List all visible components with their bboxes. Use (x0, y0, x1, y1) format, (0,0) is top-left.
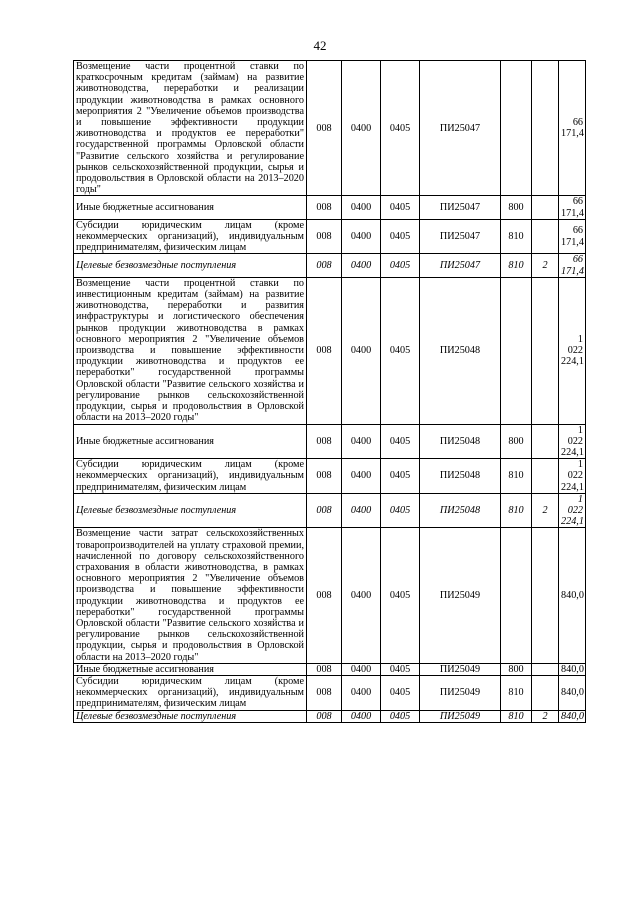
cell-source: 2 (532, 493, 559, 528)
table-row (74, 493, 586, 528)
cell-amount: 66 171,4 (559, 61, 586, 196)
cell-subsection: 0405 (381, 424, 420, 459)
cell-section: 0400 (342, 61, 381, 196)
cell-subsection: 0405 (381, 61, 420, 196)
cell-amount: 840,0 (559, 528, 586, 663)
cell-amount: 66 171,4 (559, 254, 586, 277)
cell-source (532, 196, 559, 219)
cell-expense-type: 800 (501, 196, 532, 219)
table-row (74, 528, 586, 663)
cell-name: Иные бюджетные ассигнования (74, 663, 307, 675)
cell-subsection: 0405 (381, 675, 420, 710)
cell-name: Субсидии юридическим лицам (кроме некоммерческих организаций), индивидуальным предпринимателям, физическим лицам (74, 459, 307, 494)
cell-source (532, 459, 559, 494)
cell-name: Субсидии юридическим лицам (кроме некоммерческих организаций), индивидуальным предпринимателям, физическим лицам (74, 675, 307, 710)
cell-source (532, 219, 559, 254)
table-row (74, 675, 586, 710)
cell-subsection: 0405 (381, 219, 420, 254)
cell-amount: 1 022 224,1 (559, 459, 586, 494)
cell-amount: 1 022 224,1 (559, 424, 586, 459)
cell-ministry: 008 (307, 675, 342, 710)
table-row (74, 710, 586, 722)
cell-target-article: ПИ25049 (420, 663, 501, 675)
cell-source (532, 663, 559, 675)
table-row (74, 663, 586, 675)
cell-subsection: 0405 (381, 196, 420, 219)
cell-expense-type: 800 (501, 424, 532, 459)
cell-subsection: 0405 (381, 493, 420, 528)
cell-section: 0400 (342, 528, 381, 663)
cell-source (532, 675, 559, 710)
budget-table-body (74, 61, 586, 723)
cell-ministry: 008 (307, 493, 342, 528)
cell-target-article: ПИ25049 (420, 710, 501, 722)
cell-expense-type (501, 61, 532, 196)
page-number: 42 (313, 38, 327, 53)
cell-amount: 66 171,4 (559, 196, 586, 219)
cell-expense-type: 810 (501, 710, 532, 722)
cell-section: 0400 (342, 277, 381, 424)
cell-section: 0400 (342, 219, 381, 254)
cell-amount: 840,0 (559, 663, 586, 675)
table-row (74, 459, 586, 494)
cell-amount: 1 022 224,1 (559, 277, 586, 424)
cell-subsection: 0405 (381, 277, 420, 424)
cell-name: Иные бюджетные ассигнования (74, 424, 307, 459)
cell-section: 0400 (342, 424, 381, 459)
cell-source (532, 424, 559, 459)
cell-section: 0400 (342, 710, 381, 722)
cell-target-article: ПИ25048 (420, 459, 501, 494)
cell-section: 0400 (342, 196, 381, 219)
cell-name: Целевые безвозмездные поступления (74, 493, 307, 528)
cell-name: Возмещение части процентной ставки по инвестиционным кредитам (займам) на развитие животноводства, переработки и развития инфраструктуры и логистического обеспечения рынков продукции животноводства в рамках основного мероприятия 2 "Увеличение объемов производства и повышение эффективности продукции животноводства и продуктов ее переработки" государственной программы Орловской области "Развитие сельского хозяйства и регулирование рынков сельскохозяйственной продукции, сырья и продовольствия в Орловской области на 2013–2020 годы" (74, 277, 307, 424)
cell-subsection: 0405 (381, 528, 420, 663)
table-row (74, 277, 586, 424)
cell-expense-type (501, 277, 532, 424)
cell-subsection: 0405 (381, 663, 420, 675)
cell-expense-type: 810 (501, 254, 532, 277)
table-row (74, 254, 586, 277)
cell-target-article: ПИ25049 (420, 675, 501, 710)
cell-expense-type: 810 (501, 493, 532, 528)
table-row (74, 424, 586, 459)
cell-target-article: ПИ25047 (420, 219, 501, 254)
cell-ministry: 008 (307, 277, 342, 424)
cell-amount: 840,0 (559, 710, 586, 722)
cell-ministry: 008 (307, 663, 342, 675)
cell-section: 0400 (342, 675, 381, 710)
cell-expense-type: 810 (501, 459, 532, 494)
cell-section: 0400 (342, 459, 381, 494)
cell-subsection: 0405 (381, 254, 420, 277)
cell-expense-type (501, 528, 532, 663)
cell-amount: 66 171,4 (559, 219, 586, 254)
cell-target-article: ПИ25048 (420, 277, 501, 424)
table-row (74, 219, 586, 254)
cell-source (532, 277, 559, 424)
cell-ministry: 008 (307, 528, 342, 663)
cell-amount: 1 022 224,1 (559, 493, 586, 528)
cell-subsection: 0405 (381, 459, 420, 494)
cell-expense-type: 810 (501, 219, 532, 254)
cell-target-article: ПИ25049 (420, 528, 501, 663)
cell-ministry: 008 (307, 459, 342, 494)
cell-name: Возмещение части процентной ставки по краткосрочным кредитам (займам) на развитие животноводства, переработки и реализации продукции животноводства в рамках основного мероприятия 2 "Увеличение объемов производства и повышение эффективности продукции животноводства и продуктов ее переработки" государственной программы Орловской области "Развитие сельского хозяйства и регулирование рынков сельскохозяйственной продукции, сырья и продовольствия в Орловской области на 2013–2020 годы" (74, 61, 307, 196)
cell-section: 0400 (342, 663, 381, 675)
cell-subsection: 0405 (381, 710, 420, 722)
cell-source (532, 61, 559, 196)
cell-expense-type: 810 (501, 675, 532, 710)
cell-ministry: 008 (307, 254, 342, 277)
cell-section: 0400 (342, 493, 381, 528)
cell-name: Субсидии юридическим лицам (кроме некоммерческих организаций), индивидуальным предпринимателям, физическим лицам (74, 219, 307, 254)
cell-ministry: 008 (307, 710, 342, 722)
cell-ministry: 008 (307, 424, 342, 459)
cell-name: Возмещение части затрат сельскохозяйственных товаропроизводителей на уплату страховой премии, начисленной по договору сельскохозяйственного страхования в области животноводства, в рамках основного мероприятия 2 "Увеличение объемов производства и повышение эффективности продукции животноводства и продуктов ее переработки" государственной программы Орловской области "Развитие сельского хозяйства и регулирование рынков сельскохозяйственной продукции, сырья и продовольствия в Орловской области на 2013–2020 годы" (74, 528, 307, 663)
cell-ministry: 008 (307, 61, 342, 196)
cell-target-article: ПИ25048 (420, 493, 501, 528)
cell-ministry: 008 (307, 196, 342, 219)
cell-target-article: ПИ25047 (420, 254, 501, 277)
cell-name: Целевые безвозмездные поступления (74, 254, 307, 277)
cell-target-article: ПИ25048 (420, 424, 501, 459)
budget-table (73, 60, 586, 723)
table-row (74, 196, 586, 219)
cell-section: 0400 (342, 254, 381, 277)
cell-source (532, 528, 559, 663)
cell-expense-type: 800 (501, 663, 532, 675)
cell-target-article: ПИ25047 (420, 196, 501, 219)
cell-source: 2 (532, 254, 559, 277)
cell-target-article: ПИ25047 (420, 61, 501, 196)
cell-ministry: 008 (307, 219, 342, 254)
table-row (74, 61, 586, 196)
cell-amount: 840,0 (559, 675, 586, 710)
cell-source: 2 (532, 710, 559, 722)
cell-name: Иные бюджетные ассигнования (74, 196, 307, 219)
cell-name: Целевые безвозмездные поступления (74, 710, 307, 722)
